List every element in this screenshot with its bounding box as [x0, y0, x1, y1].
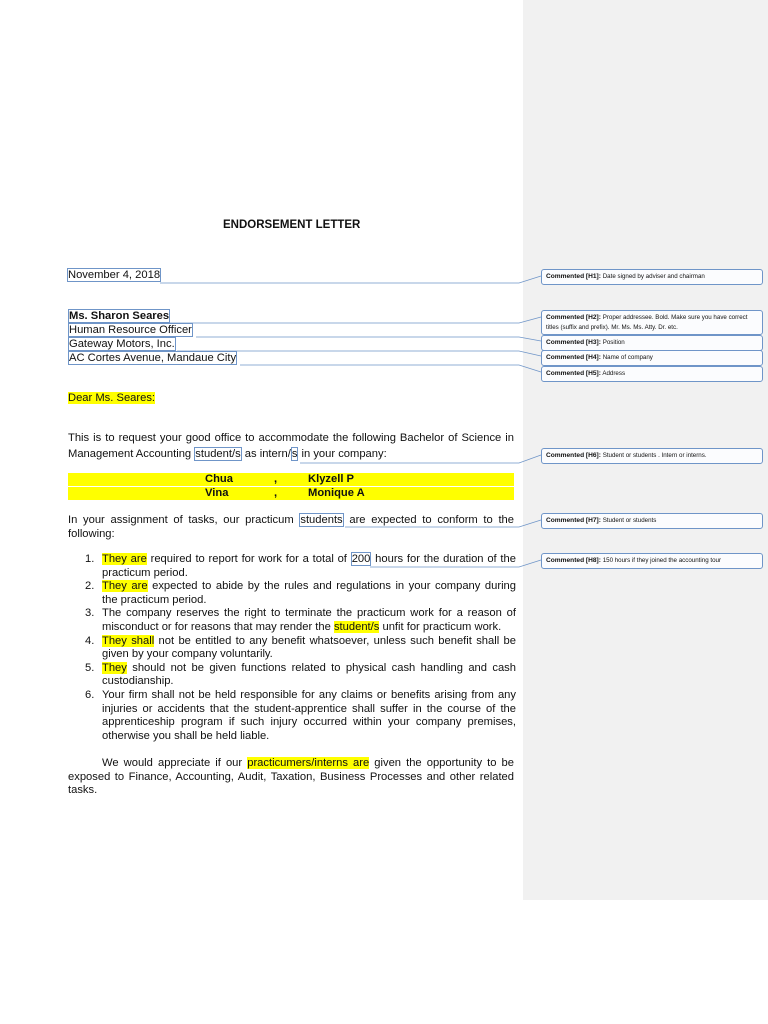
term-number: 1.: [85, 553, 95, 565]
comment-h2[interactable]: [541, 310, 763, 335]
student-row: [68, 473, 514, 486]
comment-text: Name of company: [602, 354, 653, 361]
recipient-name-line: [68, 310, 170, 324]
term-text: not be entitled to any benefit whatsoever, unless such benefit shall be given by your company voluntarily.: [102, 634, 516, 661]
term-text: expected to abide by the rules and regulations in your company during the practicum period.: [102, 580, 516, 606]
recipient-name: Ms. Sharon Seares: [69, 310, 170, 322]
comment-h1[interactable]: [541, 269, 763, 285]
term-item: [68, 580, 516, 607]
intro-intern-term: s: [291, 448, 298, 460]
intro-text: in your company:: [298, 448, 387, 460]
comment-label: Commented [H8]:: [546, 557, 601, 564]
comment-h5[interactable]: [541, 366, 763, 382]
comment-h3[interactable]: [541, 335, 763, 351]
term-highlight: They are: [102, 553, 147, 565]
term-highlight: They shall: [102, 634, 155, 647]
closing-text: given the opportunity to be exposed to Finance, Accounting, Audit, Taxation, Business Processes and other related tasks.: [68, 757, 515, 797]
term-item: [68, 689, 516, 743]
intro-line-1: This is to request your good office to accommodate the following Bachelor of Science in: [68, 432, 514, 444]
comment-text: 150 hours if they joined the accounting tour: [602, 557, 722, 564]
comment-label: Commented [H1]:: [546, 273, 601, 280]
closing-text: We would appreciate if our: [102, 757, 248, 769]
term-number: 3.: [85, 607, 95, 620]
intro-text: Management Accounting: [68, 448, 195, 460]
assignment-students-term: students: [300, 514, 343, 526]
date: November 4, 2018: [68, 269, 161, 281]
comment-text: Student or students: [602, 517, 657, 524]
recipient-position-line: [68, 324, 193, 338]
salutation: Dear Ms. Seares:: [68, 392, 156, 404]
term-number: 4.: [85, 634, 95, 647]
comment-text: Student or students . Intern or interns.: [602, 452, 707, 459]
comment-h4[interactable]: [541, 350, 763, 366]
term-text: required to report for work for a total of: [146, 553, 351, 565]
student-last-name: Vina: [205, 487, 229, 499]
closing-paragraph: [68, 757, 514, 798]
student-separator: ,: [274, 487, 278, 499]
term-number: 5.: [85, 661, 95, 674]
terms-list: [68, 553, 516, 743]
term-text: The company reserves the right to terminate the practicum work for a reason of misconduct or for reasons that may render the: [102, 607, 516, 633]
term-item: [68, 662, 516, 689]
comment-text: Position: [602, 339, 625, 346]
comment-label: Commented [H2]:: [546, 314, 601, 321]
comment-h7[interactable]: [541, 513, 763, 529]
recipient-company-line: [68, 338, 176, 352]
term-highlight: They: [102, 661, 127, 674]
assignment-text: In your assignment of tasks, our practicum: [68, 514, 300, 526]
recipient-address-line: [68, 352, 237, 366]
closing-highlight: practicumers/interns are: [247, 757, 370, 769]
student-first-name: Monique A: [308, 487, 365, 499]
comment-h6[interactable]: [541, 448, 763, 464]
comment-label: Commented [H7]:: [546, 517, 601, 524]
term-highlight: They are: [102, 580, 148, 593]
term-text: should not be given functions related to physical cash handling and cash custodianship.: [102, 661, 516, 688]
assignment-text: are expected to conform to the: [343, 514, 514, 526]
student-row: [68, 487, 514, 500]
term-number: 6.: [85, 688, 95, 701]
assignment-line-1: [68, 514, 514, 528]
comment-label: Commented [H6]:: [546, 452, 601, 459]
comment-text: Address: [602, 370, 626, 377]
term-item: [68, 635, 516, 662]
comment-label: Commented [H4]:: [546, 354, 601, 361]
assignment-line-2: following:: [68, 528, 115, 540]
term-highlight: student/s: [333, 620, 380, 633]
term-item: [68, 607, 516, 634]
comment-text: Date signed by adviser and chairman: [602, 273, 705, 280]
recipient-address: AC Cortes Avenue, Mandaue City: [69, 352, 237, 364]
term-item: [68, 553, 516, 580]
recipient-position: Human Resource Officer: [69, 324, 192, 336]
term-hours-value: 200: [351, 553, 371, 565]
comment-label: Commented [H3]:: [546, 339, 601, 346]
comment-h8[interactable]: [541, 553, 763, 569]
recipient-company: Gateway Motors, Inc.: [69, 338, 175, 350]
term-text: Your firm shall not be held responsible for any claims or benefits arising from any injuries or accidents that the student-apprentice shall suffer in the course of the apprenticeship program if such injury occurred within your company premises, otherwise you shall be held liable.: [102, 688, 516, 742]
student-first-name: Klyzell P: [308, 473, 355, 485]
comment-text: Proper addressee. Bold. Make sure you have correct titles (suffix and prefix). Mr. Ms. Ms. Atty. Dr. etc.: [546, 314, 748, 331]
comment-label: Commented [H5]:: [546, 370, 601, 377]
term-number: 2.: [85, 580, 95, 593]
letter-title: ENDORSEMENT LETTER: [223, 219, 361, 231]
term-text: hours for the duration of the practicum period.: [102, 553, 516, 579]
intro-student-term: student/s: [195, 448, 241, 460]
student-last-name: Chua: [205, 473, 233, 485]
student-separator: ,: [274, 473, 278, 485]
term-text: unfit for practicum work.: [379, 620, 502, 633]
intro-line-2: [68, 448, 387, 462]
date-line: [67, 269, 161, 283]
salutation-line: [68, 392, 155, 406]
intro-text: as intern/: [241, 448, 291, 460]
